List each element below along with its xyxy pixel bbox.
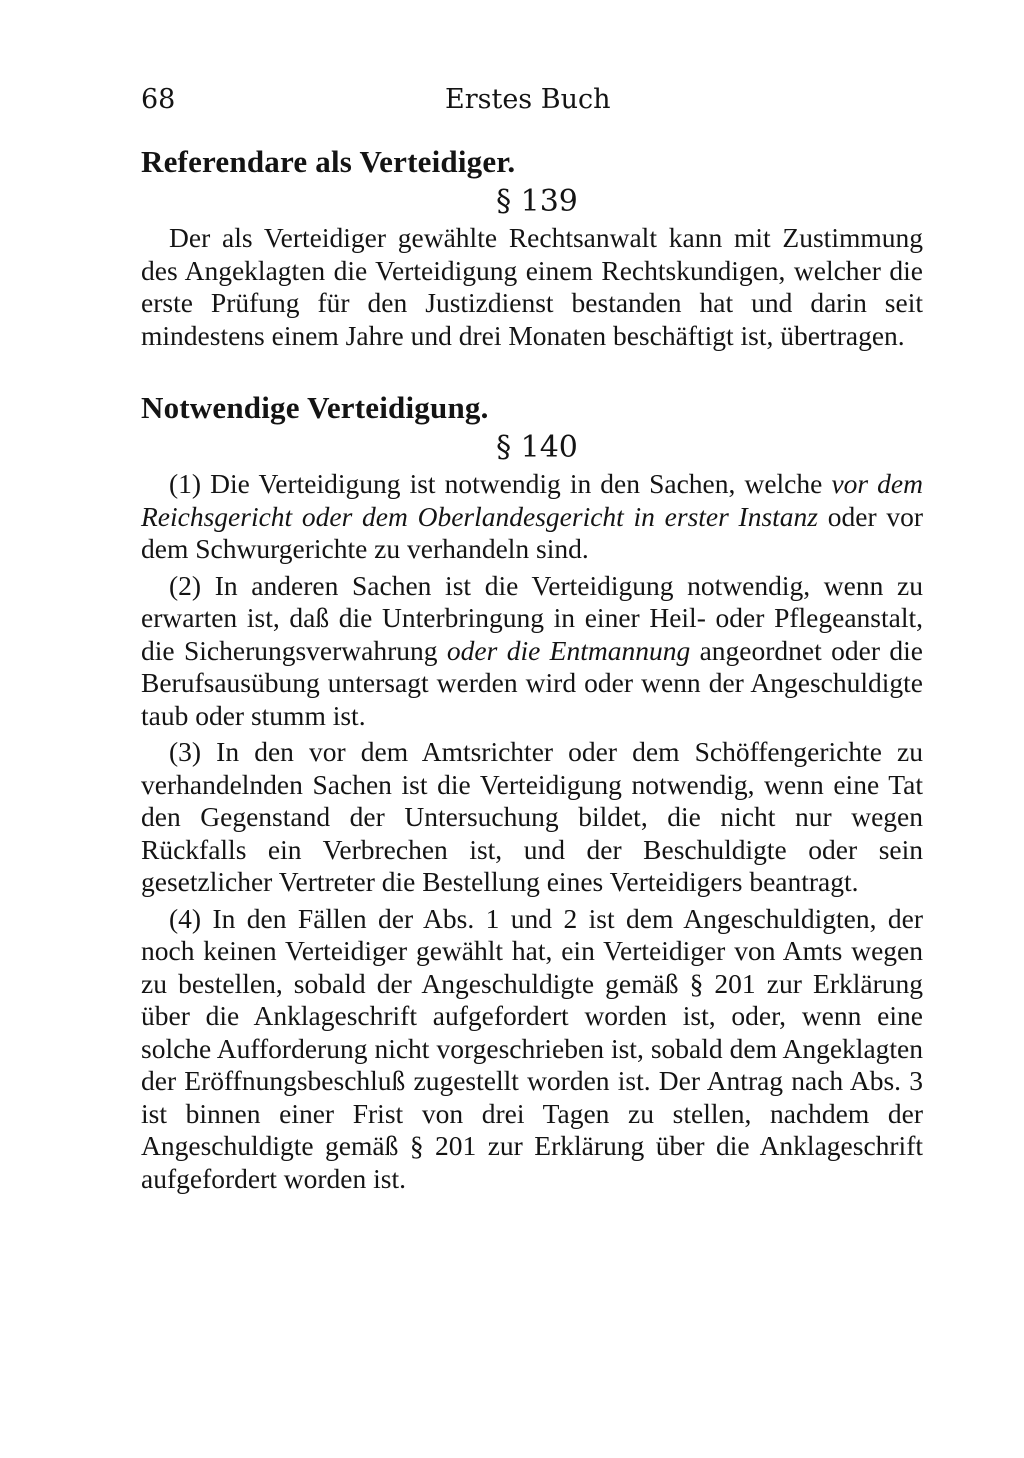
subsection-text: oder vor dem Schwurgerichte zu verhandeln sind. (141, 500, 923, 564)
running-title: Erstes Buch (445, 84, 611, 115)
paragraph-mark: § 139 (496, 184, 578, 219)
subsection-text: angeordnet oder die Berufsausübung untersagt werden wird oder wenn der Angeschuldigte taub oder stumm ist. (141, 634, 923, 731)
subsection-3: (3) In den vor dem Amtsrichter oder dem Schöffengerichte zu verhandelnden Sachen ist die Verteidigung notwendig, wenn eine Tat den Gegenstand der Untersuchung bildet, die nicht nur wegen Rückfalls ein Verbrechen ist, und der Beschuldigte oder sein gesetzlicher Vertreter die Bestellung eines Verteidigers beantragt. (141, 736, 923, 897)
section-140 (141, 388, 923, 1195)
page-number: 68 (141, 84, 176, 115)
subsection-2 (141, 570, 923, 733)
page-content (141, 142, 923, 1199)
subsection-4: (4) In den Fällen der Abs. 1 und 2 ist dem Angeschuldigten, der noch keinen Verteidiger gewählt hat, ein Verteidiger von Amts wegen zu bestellen, sobald der Angeschuldigte gemäß § 201 zur Erklärung über die Anklageschrift aufgefordert worden ist, oder, wenn eine solche Aufforderung nicht vorgeschrieben ist, sobald dem Angeklagten der Eröffnungsbeschluß zugestellt worden ist. Der Antrag nach Abs. 3 ist binnen einer Frist von drei Tagen zu stellen, nachdem der Angeschuldigte gemäß § 201 zur Erklärung über die Anklageschrift aufgefordert worden ist. (141, 902, 923, 1194)
subsection-text: (2) In anderen Sachen ist die Verteidigung notwendig, wenn zu erwarten ist, daß die Unterbringung in einer Heil- oder Pflegeanstalt, die Sicherungsverwahrung (141, 569, 923, 666)
page-header (141, 84, 926, 124)
paragraph-mark: § 140 (496, 430, 578, 465)
section-heading: Notwendige Verteidigung. (141, 390, 489, 425)
subsection-italic-text: oder die Entmannung (446, 634, 691, 666)
subsection-italic-text: vor dem Reichsgericht oder dem Oberlandesgericht in erster Instanz (141, 468, 923, 532)
section-text: Der als Verteidiger gewählte Rechtsanwalt kann mit Zustimmung des Angeklagten die Verteidigung einem Rechtskundigen, welcher die erste Prüfung für den Justizdienst bestanden hat und darin seit mindestens einem Jahre und drei Monaten beschäftigt ist, übertragen. (141, 222, 923, 351)
section-139 (141, 142, 923, 352)
subsection-1 (141, 468, 923, 566)
subsection-text: (1) Die Verteidigung ist notwendig in den Sachen, welche (169, 468, 832, 499)
section-heading: Referendare als Verteidiger. (141, 144, 516, 179)
